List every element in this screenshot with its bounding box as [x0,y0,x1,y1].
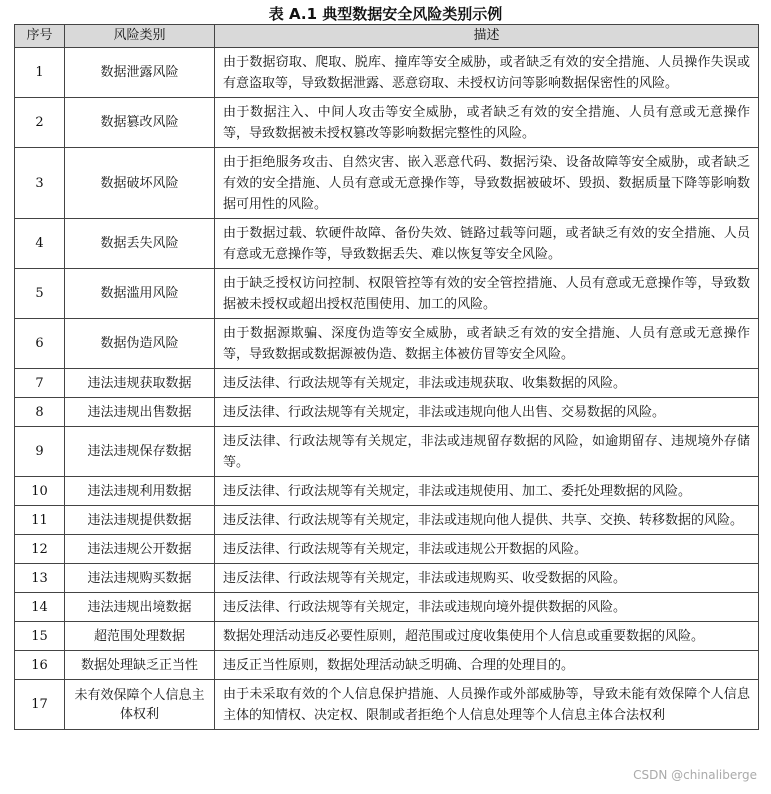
row-description: 违反法律、行政法规等有关规定，非法或违规向他人出售、交易数据的风险。 [215,398,759,427]
table-caption: 表 A.1 典型数据安全风险类别示例 [268,5,503,23]
row-category: 违法违规购买数据 [65,564,215,593]
table-row [15,319,759,369]
row-category: 违法违规出境数据 [65,593,215,622]
table-row [15,369,759,398]
table-row [15,219,759,269]
row-number: 6 [15,319,65,369]
row-description: 违反法律、行政法规等有关规定，非法或违规向境外提供数据的风险。 [215,593,759,622]
table-row [15,427,759,477]
row-number: 13 [15,564,65,593]
row-category: 违法违规获取数据 [65,369,215,398]
row-description: 违反法律、行政法规等有关规定，非法或违规获取、收集数据的风险。 [215,369,759,398]
row-category: 违法违规利用数据 [65,477,215,506]
row-category: 数据篡改风险 [65,98,215,148]
table-row [15,269,759,319]
row-description: 由于缺乏授权访问控制、权限管控等有效的安全管控措施、人员有意或无意操作等，导致数据被未授权或超出授权范围使用、加工的风险。 [215,269,759,319]
table-row [15,148,759,219]
table-row [15,564,759,593]
row-category: 未有效保障个人信息主体权利 [65,680,215,730]
risk-category-table [14,24,759,730]
row-category: 违法违规提供数据 [65,506,215,535]
row-number: 12 [15,535,65,564]
watermark: CSDN @chinaliberge [633,768,757,782]
row-description: 违反法律、行政法规等有关规定，非法或违规留存数据的风险，如逾期留存、违规境外存储等。 [215,427,759,477]
row-category: 数据泄露风险 [65,48,215,98]
row-number: 17 [15,680,65,730]
row-number: 16 [15,651,65,680]
row-category: 数据伪造风险 [65,319,215,369]
row-number: 3 [15,148,65,219]
row-description: 由于未采取有效的个人信息保护措施、人员操作或外部威胁等，导致未能有效保障个人信息主体的知情权、决定权、限制或者拒绝个人信息处理等个人信息主体合法权利 [215,680,759,730]
row-description: 由于数据源欺骗、深度伪造等安全威胁，或者缺乏有效的安全措施、人员有意或无意操作等，导致数据或数据源被伪造、数据主体被仿冒等安全风险。 [215,319,759,369]
row-description: 违反法律、行政法规等有关规定，非法或违规购买、收受数据的风险。 [215,564,759,593]
table-row [15,48,759,98]
row-number: 15 [15,622,65,651]
table-row [15,535,759,564]
row-description: 违反法律、行政法规等有关规定，非法或违规使用、加工、委托处理数据的风险。 [215,477,759,506]
row-description: 由于数据过载、软硬件故障、备份失效、链路过载等问题，或者缺乏有效的安全措施、人员有意或无意操作等，导致数据丢失、难以恢复等安全风险。 [215,219,759,269]
table-row [15,477,759,506]
table-row [15,98,759,148]
row-description: 违反法律、行政法规等有关规定，非法或违规向他人提供、共享、交换、转移数据的风险。 [215,506,759,535]
row-number: 5 [15,269,65,319]
row-number: 9 [15,427,65,477]
row-category: 数据处理缺乏正当性 [65,651,215,680]
row-category: 违法违规出售数据 [65,398,215,427]
row-number: 4 [15,219,65,269]
row-category: 违法违规公开数据 [65,535,215,564]
table-row [15,680,759,730]
row-number: 10 [15,477,65,506]
row-number: 11 [15,506,65,535]
table-row [15,651,759,680]
header-category: 风险类别 [65,25,215,48]
row-category: 数据破坏风险 [65,148,215,219]
row-category: 数据丢失风险 [65,219,215,269]
row-description: 由于数据注入、中间人攻击等安全威胁，或者缺乏有效的安全措施、人员有意或无意操作等，导致数据被未授权篡改等影响数据完整性的风险。 [215,98,759,148]
header-description: 描述 [215,25,759,48]
table-row [15,506,759,535]
row-category: 违法违规保存数据 [65,427,215,477]
row-number: 14 [15,593,65,622]
header-no: 序号 [15,25,65,48]
row-number: 2 [15,98,65,148]
row-description: 由于拒绝服务攻击、自然灾害、嵌入恶意代码、数据污染、设备故障等安全威胁，或者缺乏有效的安全措施、人员有意或无意操作等，导致数据被破坏、毁损、数据质量下降等影响数据可用性的风险。 [215,148,759,219]
table-header-row [15,25,759,48]
row-number: 8 [15,398,65,427]
table-row [15,622,759,651]
row-description: 数据处理活动违反必要性原则，超范围或过度收集使用个人信息或重要数据的风险。 [215,622,759,651]
row-description: 违反法律、行政法规等有关规定，非法或违规公开数据的风险。 [215,535,759,564]
table-row [15,398,759,427]
row-description: 由于数据窃取、爬取、脱库、撞库等安全威胁，或者缺乏有效的安全措施、人员操作失误或有意盗取等，导致数据泄露、恶意窃取、未授权访问等影响数据保密性的风险。 [215,48,759,98]
row-number: 7 [15,369,65,398]
row-description: 违反正当性原则，数据处理活动缺乏明确、合理的处理目的。 [215,651,759,680]
row-number: 1 [15,48,65,98]
table-row [15,593,759,622]
row-category: 数据滥用风险 [65,269,215,319]
row-category: 超范围处理数据 [65,622,215,651]
